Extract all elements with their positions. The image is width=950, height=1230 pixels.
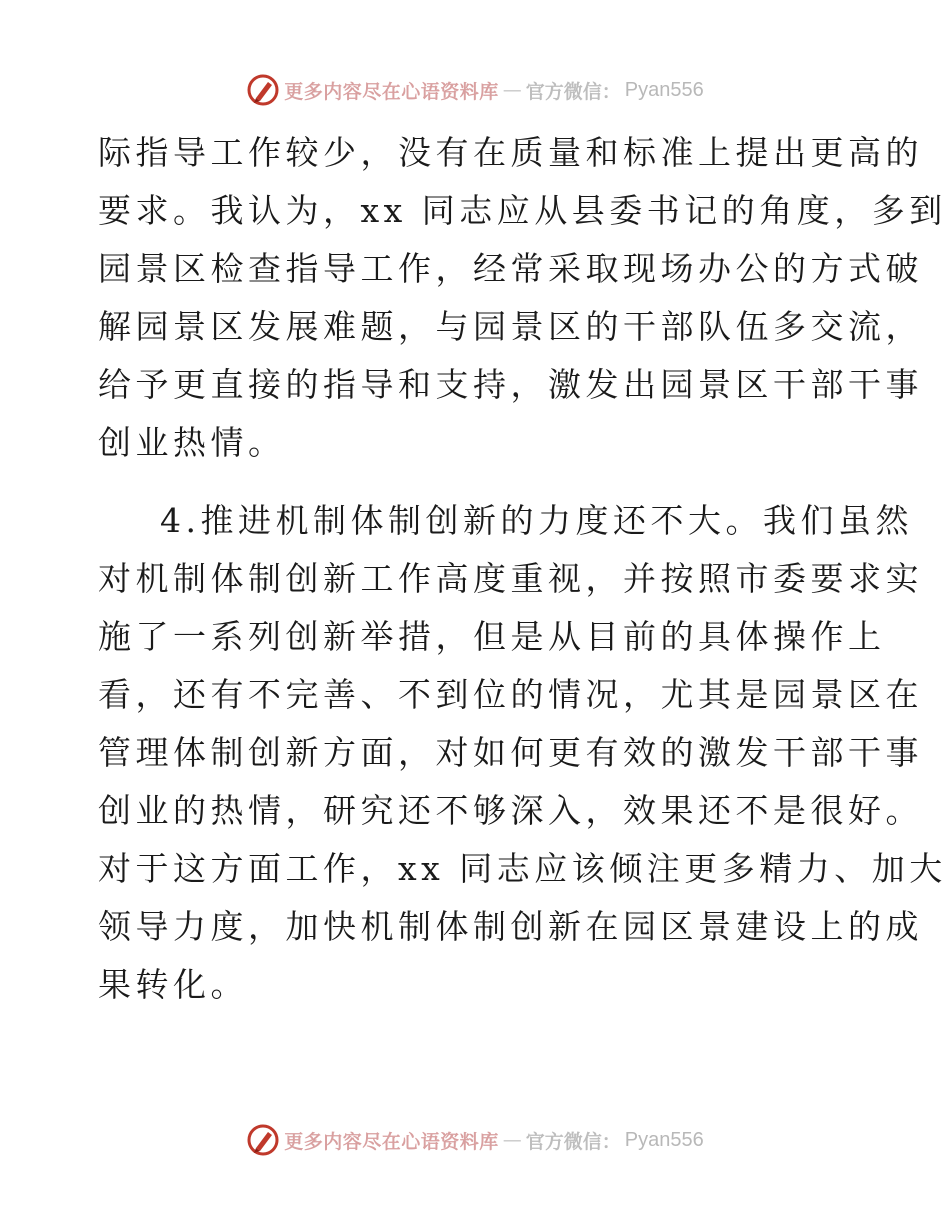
text-line: 创业热情。: [98, 423, 286, 462]
footer-watermark: [0, 1120, 950, 1160]
pen-logo-icon: [246, 73, 280, 107]
watermark-wechat-id: Pyan556: [624, 78, 704, 101]
watermark-label: 官方微信：: [525, 1130, 621, 1153]
watermark-dash: —: [502, 79, 522, 101]
text-line: 解园景区发展难题，与园景区的干部队伍多交流，: [98, 307, 923, 346]
watermark-text: 更多内容尽在心语资料库: [284, 1130, 499, 1153]
paragraph-1: [98, 124, 947, 472]
text-line: 际指导工作较少，没有在质量和标准上提出更高的: [98, 133, 923, 172]
text-line: 对于这方面工作，xx 同志应该倾注更多精力、加大: [98, 849, 947, 888]
text-line: 给予更直接的指导和支持，激发出园景区干部干事: [98, 365, 923, 404]
text-line: 4.推进机制体制创新的力度还不大。我们虽然: [160, 501, 913, 540]
paragraph-spacer: [98, 472, 858, 492]
header-watermark: [0, 70, 950, 110]
paragraph-2: [98, 492, 947, 1014]
text-line: 管理体制创新方面，对如何更有效的激发干部干事: [98, 733, 923, 772]
watermark-dash: —: [502, 1129, 522, 1151]
text-line: 果转化。: [98, 965, 248, 1004]
text-line: 创业的热情，研究还不够深入，效果还不是很好。: [98, 791, 923, 830]
pen-logo-icon: [246, 1123, 280, 1157]
watermark-label: 官方微信：: [525, 80, 621, 103]
watermark-text: 更多内容尽在心语资料库: [284, 80, 499, 103]
text-line: 领导力度，加快机制体制创新在园区景建设上的成: [98, 907, 923, 946]
text-line: 要求。我认为，xx 同志应从县委书记的角度，多到: [98, 191, 947, 230]
text-line: 对机制体制创新工作高度重视，并按照市委要求实: [98, 559, 923, 598]
text-line: 园景区检查指导工作，经常采取现场办公的方式破: [98, 249, 923, 288]
watermark-wechat-id: Pyan556: [624, 1128, 704, 1151]
document-body: [98, 124, 947, 1014]
text-line: 施了一系列创新举措，但是从目前的具体操作上: [98, 617, 886, 656]
text-line: 看，还有不完善、不到位的情况，尤其是园景区在: [98, 675, 923, 714]
